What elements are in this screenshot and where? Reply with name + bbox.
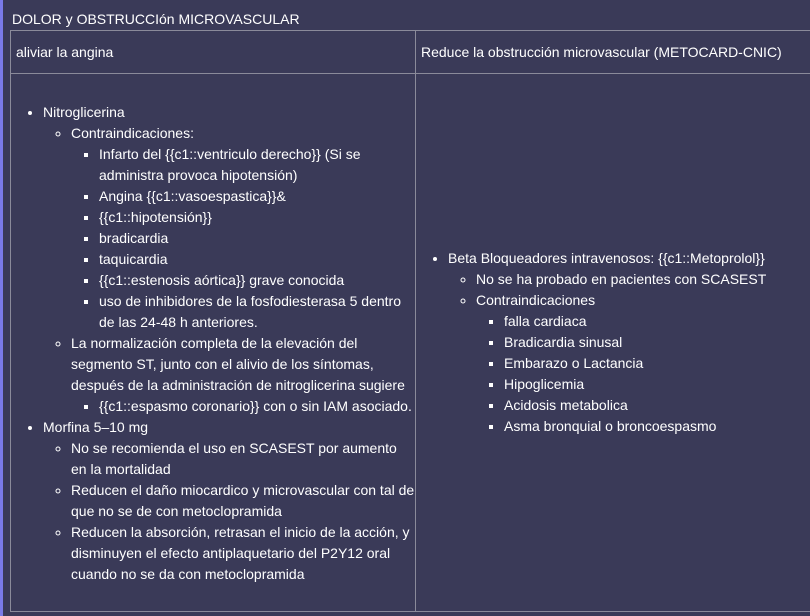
list-item: ▪ Acidosis metabolica: [504, 395, 810, 416]
nitroglicerina-label: Nitroglicerina: [43, 104, 125, 120]
beta-contra-list: [476, 311, 810, 437]
morfina-label: Morfina 5–10 mg: [43, 419, 149, 435]
contraindicaciones-label: Contraindicaciones: [476, 292, 596, 308]
list-item: ◦ No se ha probado en pacientes con SCASEST: [476, 269, 810, 290]
left-list: [11, 102, 415, 585]
list-item: ▪ {{c1::espasmo coronario}} con o sin IAM asociado.: [99, 396, 415, 417]
list-item: ◦ Reducen la absorción, retrasan el inicio de la acción, y disminuyen el efecto antiplaquetario del P2Y12 oral cuando no se da con metoclopramida: [71, 522, 415, 585]
body-cell-left: [11, 74, 416, 612]
header-cell-right: [416, 31, 810, 74]
list-item: ▪ Bradicardia sinusal: [504, 332, 810, 353]
list-item-contraindicaciones: [71, 123, 415, 333]
list-item-contraindicaciones: [476, 290, 810, 437]
header-left-text: aliviar la angina: [16, 44, 114, 60]
card-title: DOLOR y OBSTRUCCIón MICROVASCULAR: [12, 11, 300, 27]
morfina-sublist: [43, 438, 415, 585]
list-item-normalizacion: [71, 333, 415, 417]
header-row: [11, 31, 810, 74]
body-cell-right: [416, 74, 810, 612]
beta-sublist: [448, 269, 810, 437]
left-accent-border: [0, 0, 3, 616]
normalizacion-sublist: [71, 396, 415, 417]
list-item-morfina: [43, 417, 415, 585]
list-item: ▪ Asma bronquial o broncoespasmo: [504, 416, 810, 437]
list-item: ▪ falla cardiaca: [504, 311, 810, 332]
content-table: [10, 30, 810, 612]
right-list: [416, 248, 810, 437]
list-item: ▪ {{c1::estenosis aórtica}} grave conocida: [99, 270, 415, 291]
list-item: ◦ No se recomienda el uso en SCASEST por aumento en la mortalidad: [71, 438, 415, 480]
list-item: ▪ {{c1::hipotensión}}: [99, 207, 415, 228]
header-right-text: Reduce la obstrucción microvascular (METOCARD-CNIC): [421, 44, 782, 60]
list-item-beta-bloqueadores: [448, 248, 810, 437]
header-cell-left: [11, 31, 416, 74]
beta-bloqueadores-label: Beta Bloqueadores intravenosos: {{c1::Metoprolol}}: [448, 250, 765, 266]
normalizacion-text: La normalización completa de la elevación del segmento ST, junto con el alivio de los síntomas, después de la administración de nitroglicerina sugiere: [71, 335, 405, 393]
list-item: ▪ uso de inhibidores de la fosfodiesterasa 5 dentro de las 24-48 h anteriores.: [99, 291, 415, 333]
list-item: ▪ taquicardia: [99, 249, 415, 270]
list-item-nitroglicerina: [43, 102, 415, 417]
list-item: ▪ Angina {{c1::vasoespastica}}&: [99, 186, 415, 207]
list-item: ◦ Reducen el daño miocardico y microvascular con tal de que no se de con metoclopramida: [71, 480, 415, 522]
list-item: ▪ Infarto del {{c1::ventriculo derecho}} (Si se administra provoca hipotensión): [99, 144, 415, 186]
contraindicaciones-label: Contraindicaciones:: [71, 125, 194, 141]
list-item: ▪ Embarazo o Lactancia: [504, 353, 810, 374]
nitro-sublist: [43, 123, 415, 417]
body-row: [11, 74, 810, 612]
list-item: ▪ bradicardia: [99, 228, 415, 249]
list-item: ▪ Hipoglicemia: [504, 374, 810, 395]
nitro-contra-list: [71, 144, 415, 333]
